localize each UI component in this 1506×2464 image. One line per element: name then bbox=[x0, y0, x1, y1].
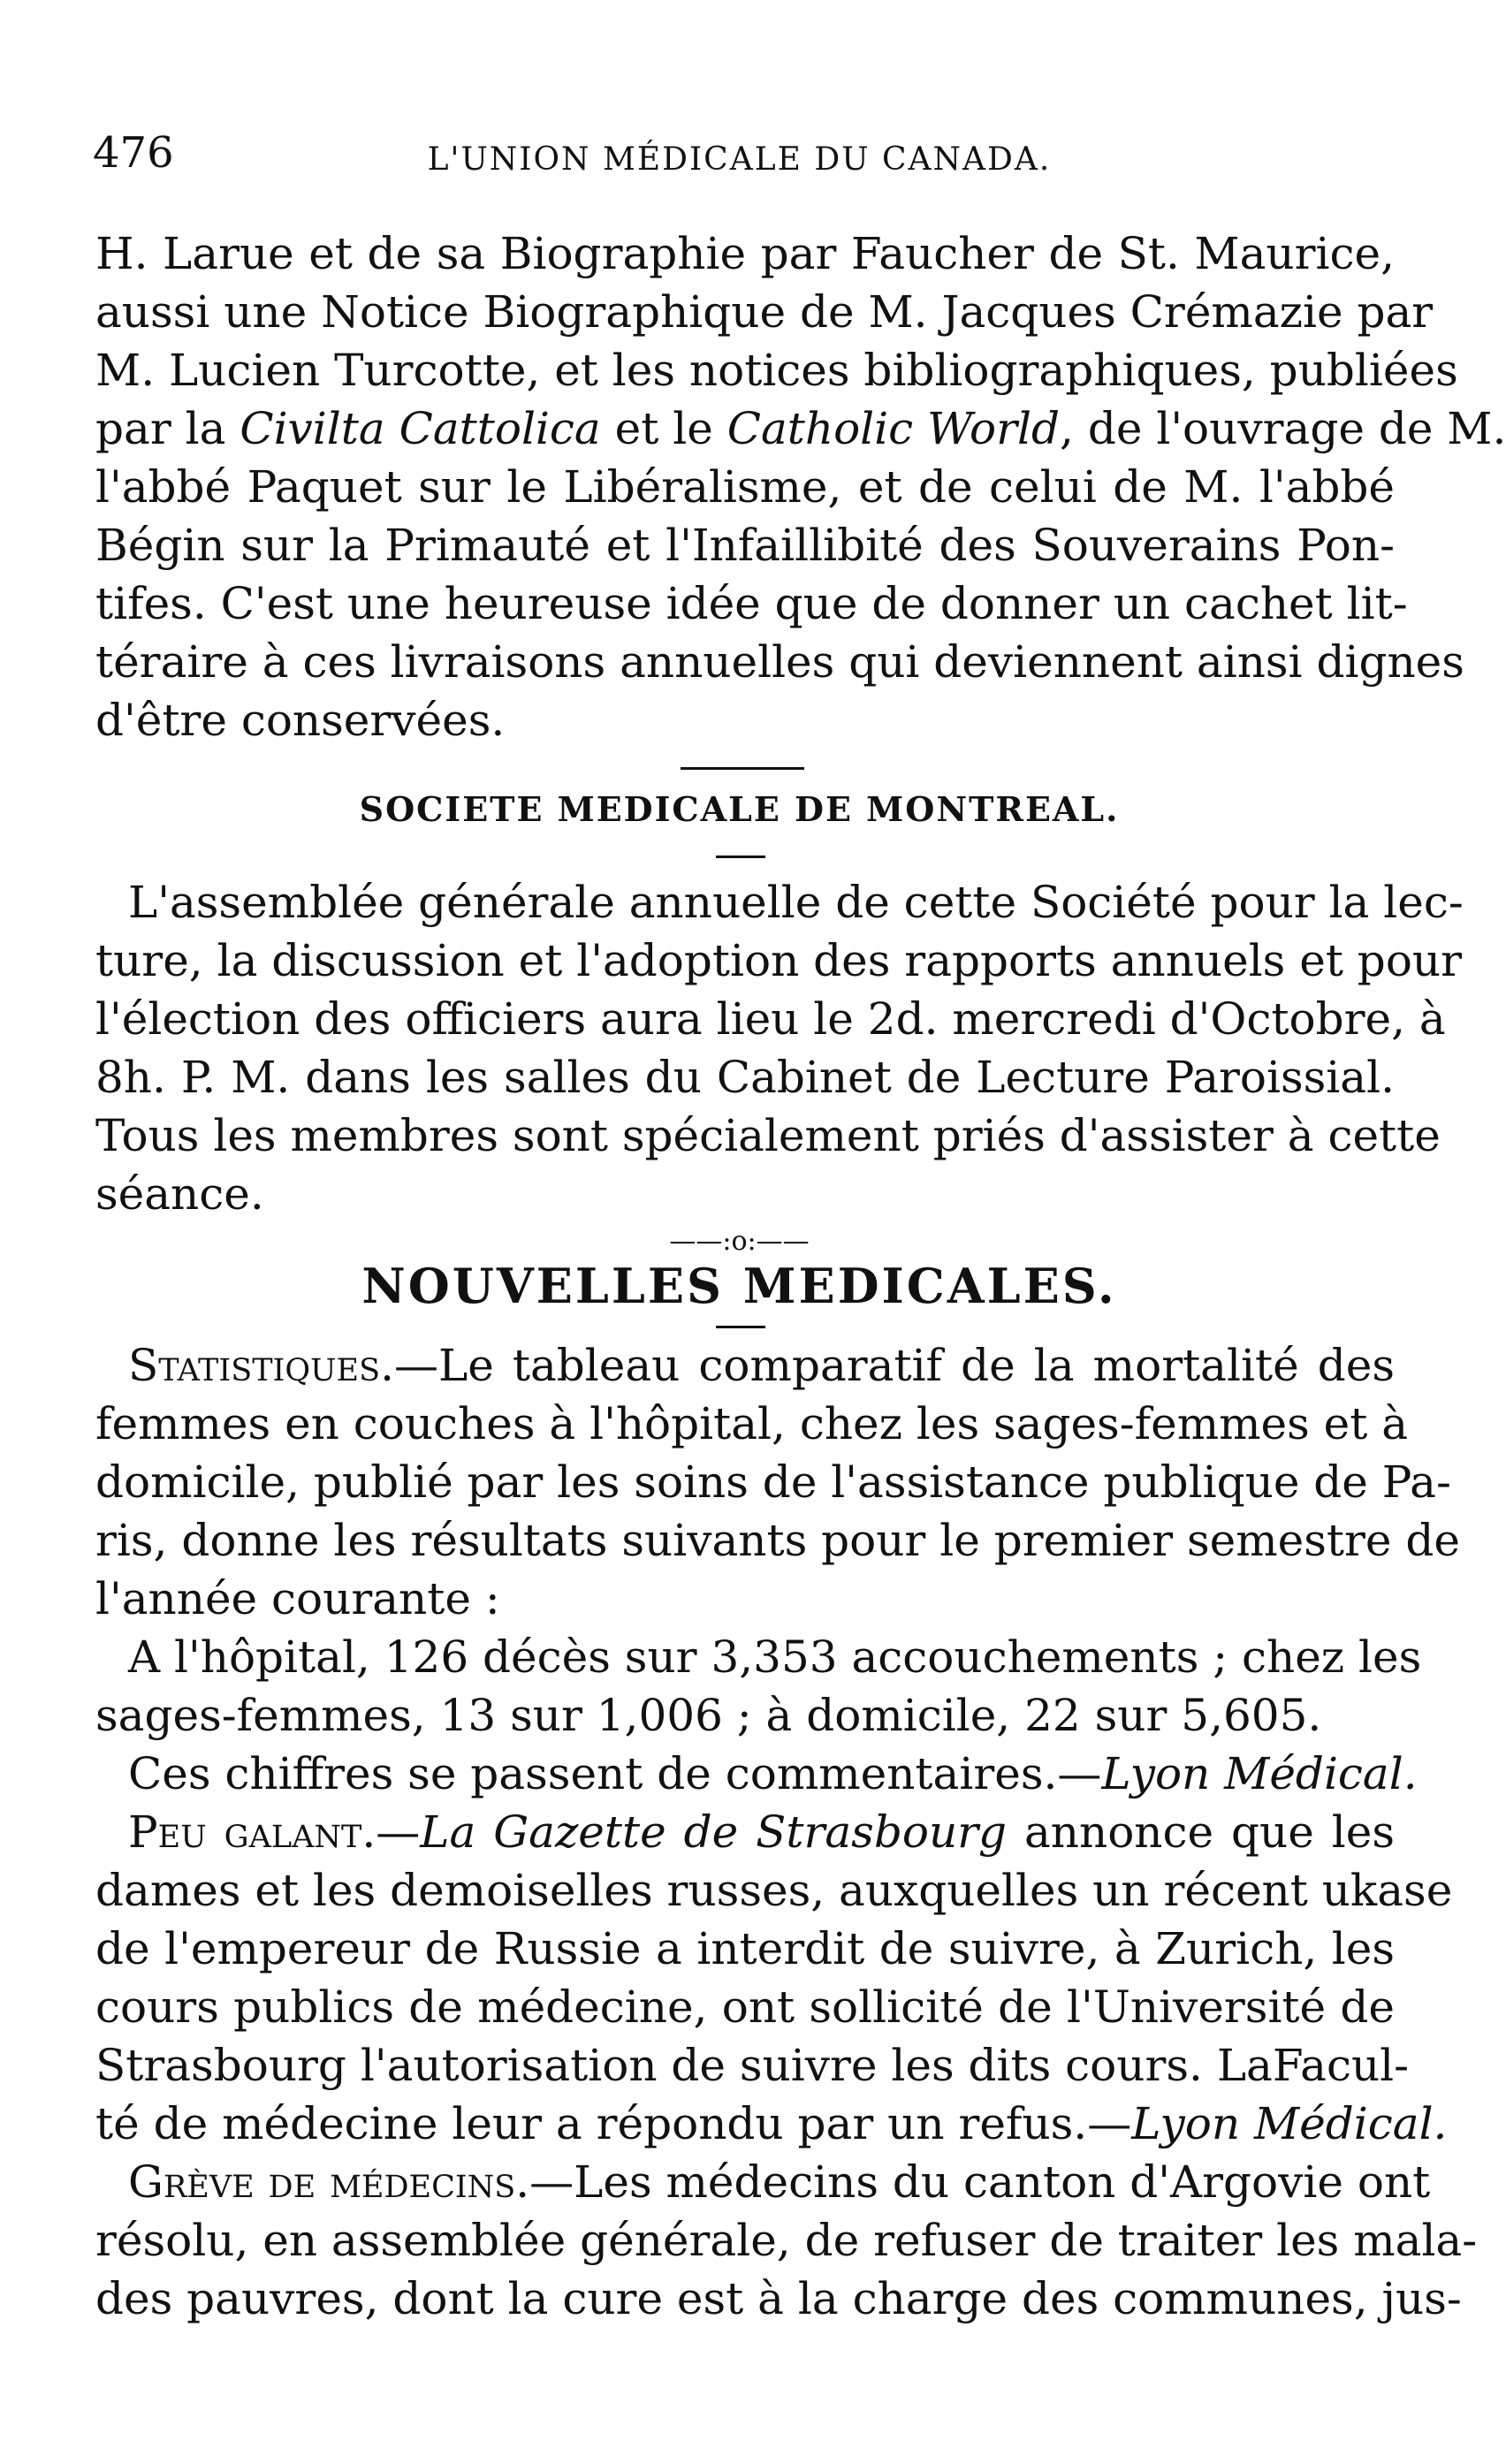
text-line bbox=[128, 1745, 1427, 1803]
text-line: l'abbé Paquet sur le Libéralisme, et de celui de M. l'abbé bbox=[95, 461, 1395, 513]
text-line: domicile, publié par les soins de l'assistance publique de Pa- bbox=[95, 1456, 1451, 1508]
source-citation: Lyon Médical. bbox=[1131, 2098, 1448, 2149]
text-run: Ces chiffres se passent de commentaires.— bbox=[128, 1748, 1102, 1799]
text-line: de l'empereur de Russie a interdit de suivre, à Zurich, les bbox=[95, 1923, 1395, 1974]
text-line: A l'hôpital, 126 décès sur 3,353 accouchements ; chez les bbox=[128, 1631, 1422, 1683]
section-title: SOCIETE MEDICALE DE MONTREAL. bbox=[359, 789, 1120, 829]
divider bbox=[716, 856, 765, 858]
divider bbox=[681, 767, 804, 770]
text-line: aussi une Notice Biographique de M. Jacques Crémazie par bbox=[95, 286, 1434, 338]
text-line: tifes. C'est une heureuse idée que de donner un cachet lit- bbox=[95, 578, 1408, 629]
ornament: ——:o:—— bbox=[669, 1226, 810, 1257]
text-line: l'élection des officiers aura lieu le 2d. mercredi d'Octobre, à bbox=[95, 993, 1446, 1045]
text-line bbox=[128, 2153, 1431, 2211]
source-citation: Lyon Médical. bbox=[1101, 1748, 1418, 1799]
item-lead: Peu galant. bbox=[128, 1806, 376, 1858]
journal-title: La Gazette de Strasbourg bbox=[420, 1806, 1008, 1858]
page-number: 476 bbox=[93, 128, 174, 178]
text-line: l'année courante : bbox=[95, 1573, 500, 1624]
text-line: résolu, en assemblée générale, de refuser de traiter les mala- bbox=[95, 2215, 1478, 2266]
text-line: téraire à ces livraisons annuelles qui deviennent ainsi dignes bbox=[95, 636, 1464, 688]
text-run: annonce que les bbox=[1007, 1806, 1396, 1858]
text-line bbox=[95, 399, 1506, 458]
running-head: L'UNION MÉDICALE DU CANADA. bbox=[427, 141, 1052, 178]
text-line: ture, la discussion et l'adoption des rapports annuels et pour bbox=[95, 935, 1463, 986]
text-line: ris, donne les résultats suivants pour le premier semestre de bbox=[95, 1515, 1460, 1566]
text-line: 8h. P. M. dans les salles du Cabinet de Lecture Paroissial. bbox=[95, 1052, 1395, 1103]
text-line: Bégin sur la Primauté et l'Infaillibité des Souverains Pon- bbox=[95, 520, 1395, 571]
text-run: et le bbox=[600, 403, 727, 454]
text-line: d'être conservées. bbox=[95, 695, 506, 746]
text-line: H. Larue et de sa Biographie par Faucher de St. Maurice, bbox=[95, 228, 1395, 279]
text-line: Tous les membres sont spécialement priés d'assister à cette bbox=[95, 1110, 1441, 1161]
text-line: Strasbourg l'autorisation de suivre les dits cours. LaFacul- bbox=[95, 2040, 1410, 2091]
text-run: par la bbox=[95, 403, 240, 454]
text-run: —Le tableau comparatif de la mortalité des bbox=[393, 1340, 1395, 1391]
text-line: dames et les demoiselles russes, auxquelles un récent ukase bbox=[95, 1865, 1453, 1916]
journal-title: Civilta Cattolica bbox=[240, 403, 601, 454]
text-line: cours publics de médecine, ont sollicité de l'Université de bbox=[95, 1981, 1395, 2033]
text-line bbox=[128, 1336, 1395, 1395]
text-line bbox=[128, 1803, 1395, 1861]
text-run: té de médecine leur a répondu par un refus.— bbox=[95, 2098, 1132, 2149]
text-line: femmes en couches à l'hôpital, chez les sages-femmes et à bbox=[95, 1398, 1409, 1449]
journal-title: Catholic World bbox=[726, 403, 1061, 454]
page-header bbox=[0, 124, 1479, 177]
text-line: M. Lucien Turcotte, et les notices bibliographiques, publiées bbox=[95, 345, 1458, 396]
item-lead: Statistiques. bbox=[128, 1340, 394, 1391]
divider bbox=[716, 1326, 765, 1328]
text-line: L'assemblée générale annuelle de cette Société pour la lec- bbox=[128, 877, 1464, 928]
text-line: séance. bbox=[95, 1168, 264, 1220]
text-run: — bbox=[376, 1806, 421, 1858]
text-line: des pauvres, dont la cure est à la charge des communes, jus- bbox=[95, 2273, 1462, 2324]
text-run: , de l'ouvrage de M. bbox=[1060, 403, 1506, 454]
section-title: NOUVELLES MEDICALES. bbox=[361, 1258, 1117, 1314]
text-line bbox=[95, 2095, 1448, 2153]
item-lead: Grève de médecins. bbox=[128, 2156, 530, 2208]
text-run: —Les médecins du canton d'Argovie ont bbox=[529, 2156, 1431, 2208]
text-line: sages-femmes, 13 sur 1,006 ; à domicile, 22 sur 5,605. bbox=[95, 1690, 1322, 1741]
